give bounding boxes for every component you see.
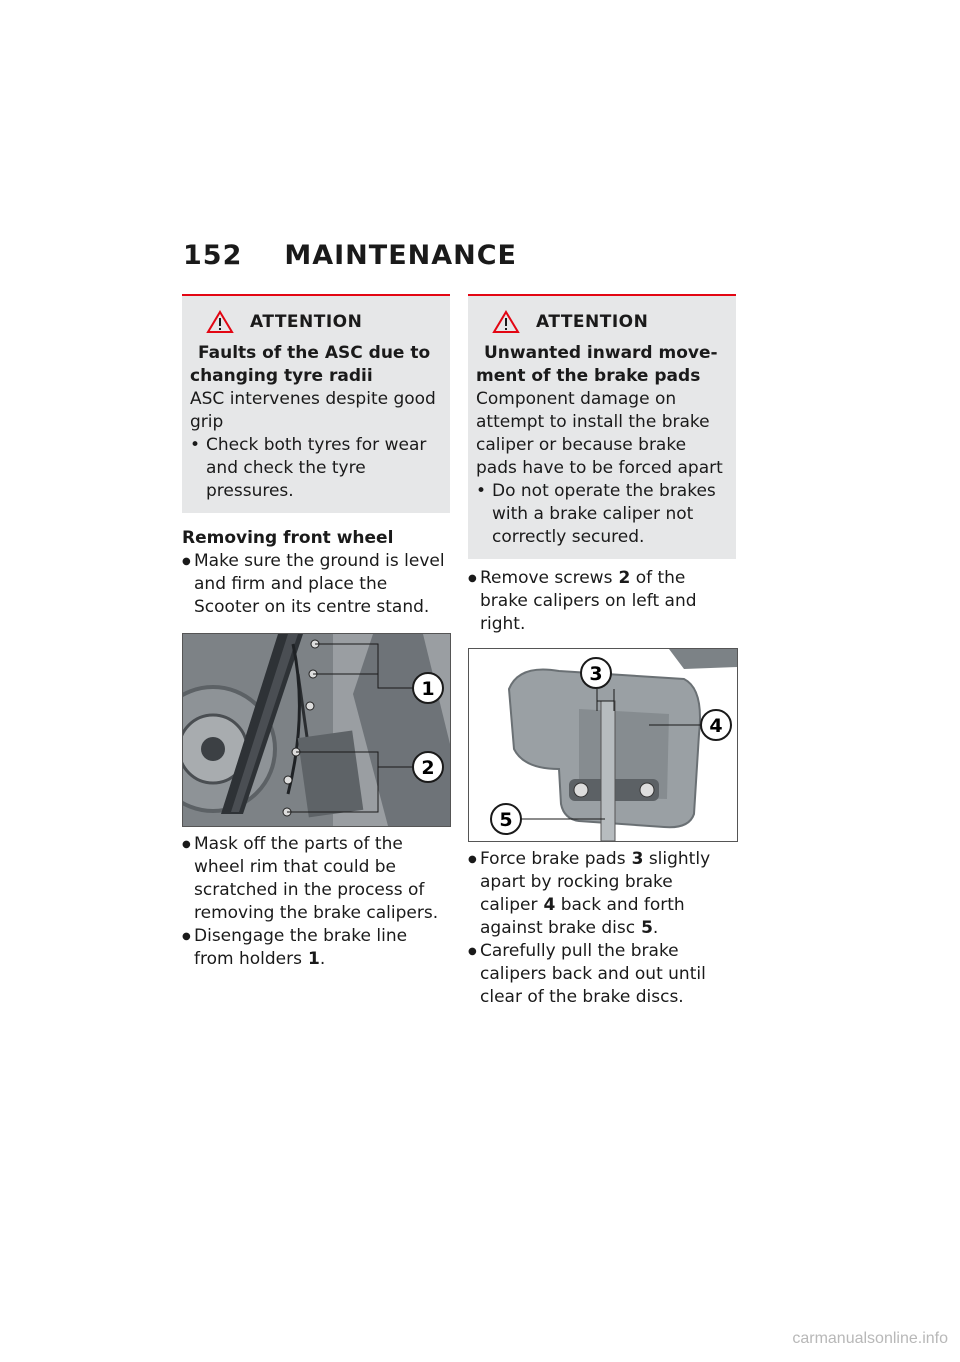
steps-list-4 [468,848,736,1009]
steps-list-1 [182,550,450,619]
reference-number: 2 [618,568,631,588]
step-item [468,567,736,636]
figure-brake-caliper [468,648,738,842]
step-item [182,925,450,971]
reference-number: 4 [543,895,556,915]
subheading-removing-front-wheel: Removing front wheel [182,528,394,548]
attention-bullet: • Do not operate the brakes with a brake caliper not correctly secured. [476,480,728,549]
figure-front-fork-brake-line [182,633,451,827]
page-number: 152 [183,240,243,271]
step-text-end: . [652,918,659,938]
callout-1: 1 [421,678,435,700]
callout-3: 3 [589,663,603,685]
step-text: back and forth against brake disc [480,895,685,938]
attention-box-asc [182,294,450,513]
attention-label: ATTENTION [250,312,363,332]
reference-number: 1 [307,949,320,969]
steps-list-3 [468,567,736,636]
step-item: ● Make sure the ground is level and firm and place the Scooter on its centre stand. [182,550,450,619]
attention-list [190,434,442,503]
step-item: ● Carefully pull the brake calipers back and out until clear of the brake discs. [468,940,736,1009]
step-text-end: . [319,949,326,969]
attention-text: ASC intervenes despite good grip [190,389,436,432]
step-text: Disengage the brake line from holders [194,926,408,969]
attention-header [492,310,728,334]
front-fork-illustration [183,634,450,826]
attention-label: ATTENTION [536,312,649,332]
reference-number: 3 [631,849,644,869]
step-text: slightly apart by rocking brake caliper [480,849,711,915]
section-title: MAINTENANCE [284,240,517,271]
callout-4: 4 [709,715,723,737]
attention-title-line-2: changing tyre radii [190,366,373,386]
attention-title-line-1: Faults of the ASC due to [198,343,431,363]
steps-list-2 [182,833,450,971]
step-item: ● Mask off the parts of the wheel rim that could be scratched in the process of removing the brake calipers. [182,833,450,925]
step-text: Remove screws [480,568,613,588]
reference-number: 5 [641,918,653,938]
attention-list [476,480,728,549]
attention-header [206,310,442,334]
attention-box-brake-pads [468,294,736,559]
callout-5: 5 [499,809,513,831]
step-item [468,848,736,940]
warning-triangle-icon [492,310,520,334]
step-text-end: of the brake calipers on left and right. [480,568,697,634]
attention-title-line-1: Unwanted inward move- [484,343,718,363]
attention-text: Component damage on attempt to install the brake caliper or because brake pads have to be forced apart [476,389,723,478]
left-column [182,294,450,971]
warning-triangle-icon [206,310,234,334]
right-column [468,294,736,1009]
attention-title-line-2: ment of the brake pads [476,366,701,386]
step-text: Force brake pads [480,849,626,869]
watermark: carmanualsonline.info [792,1330,948,1347]
page-header [183,240,517,280]
attention-bullet: • Check both tyres for wear and check the tyre pressures. [190,434,442,503]
brake-caliper-illustration [469,649,737,841]
callout-2: 2 [421,757,435,779]
